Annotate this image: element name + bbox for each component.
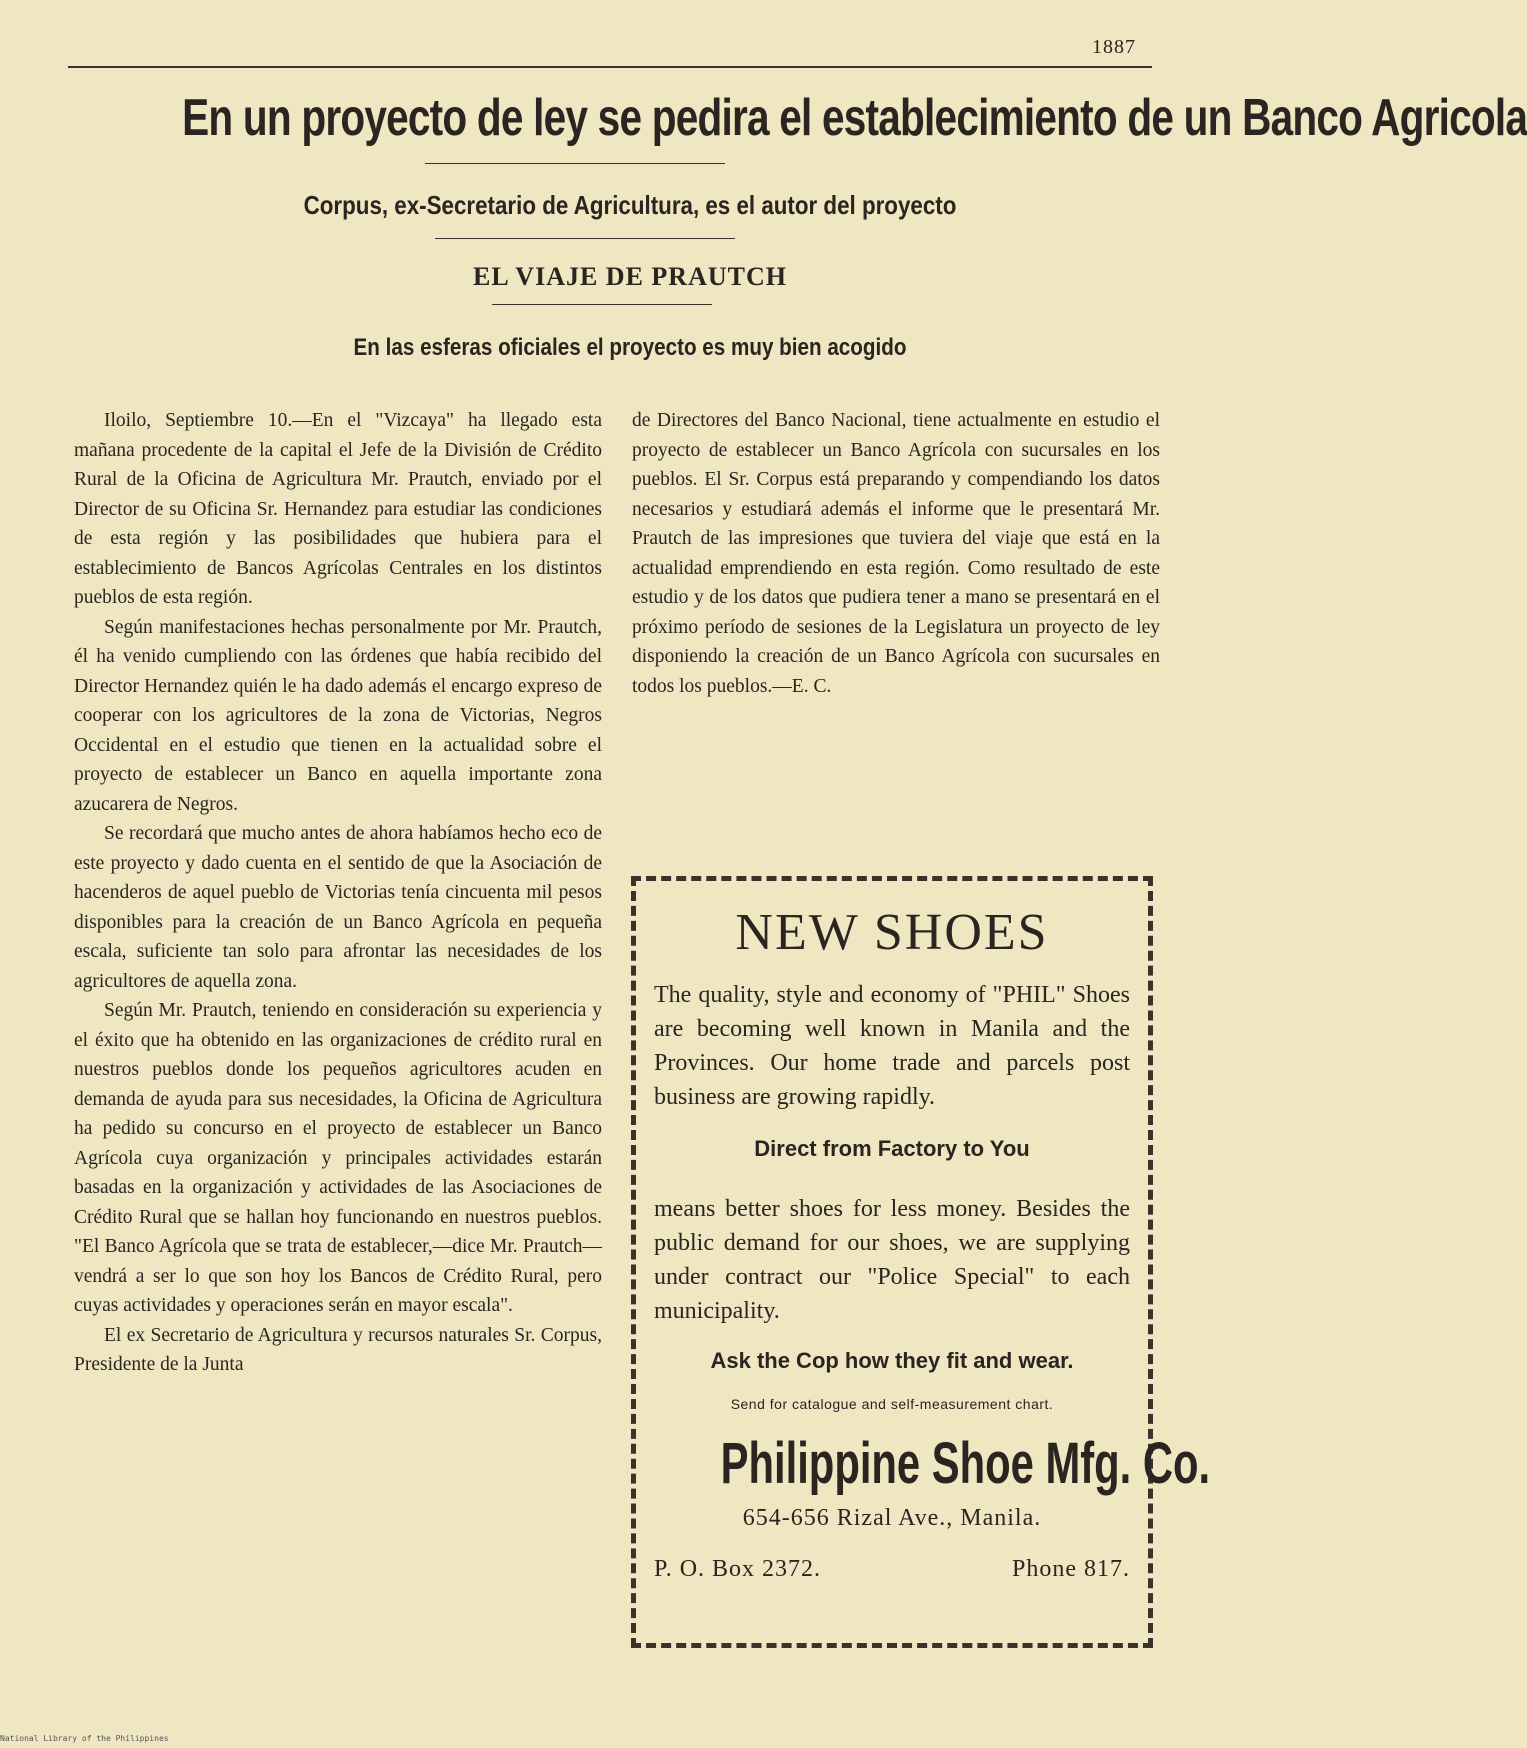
article-paragraph: El ex Secretario de Agricultura y recursos naturales Sr. Corpus, Presidente de la Junta [74, 1324, 602, 1375]
ad-intro: The quality, style and economy of "PHIL" Shoes are becoming well known in Manila and the Provinces. Our home trade and parcels post business are growing rapidly. [654, 982, 1130, 1110]
footer-credit: National Library of the Philippines [0, 1734, 169, 1743]
deck-author: Corpus, ex-Secretario de Agricultura, es el autor del proyecto [303, 190, 957, 220]
ad-contact [654, 1556, 1130, 1583]
article-paragraph: de Directores del Banco Nacional, tiene actualmente en estudio el proyecto de establecer un Banco Agrícola con sucursales en los pueblos. El Sr. Corpus está preparando y compendiando los datos necesarios y estudiará además el informe que le presentará Mr. Prautch de las impresiones que tuviera del viaje que está en la actualidad emprendiendo en esta región. Como resultado de este estudio y de los datos que pudiera tener a mano se presentará en el próximo período de sesiones de la Legislatura un proyecto de ley disponiendo la creación de un Banco Agrícola con sucursales en todos los pueblos.—E. C. [632, 410, 1160, 697]
headline: En un proyecto de ley se pedira el establecimiento de un Banco Agricola [182, 89, 1527, 147]
deck-rule-2 [492, 304, 712, 305]
ad-address: 654-656 Rizal Ave., Manila. [742, 1505, 1042, 1531]
top-rule [68, 66, 1152, 68]
ad-phone: Phone 817. [1012, 1556, 1130, 1582]
ad-subhead: Direct from Factory to You [754, 1136, 1030, 1161]
article-left-column [74, 406, 602, 1380]
page-number: 1887 [1092, 36, 1136, 58]
ad-tagline: Ask the Cop how they fit and wear. [710, 1348, 1074, 1373]
deck-reception: En las esferas oficiales el proyecto es muy bien acogido [353, 334, 907, 361]
ad-note: Send for catalogue and self-measurement chart. [730, 1396, 1054, 1412]
headline-rule [425, 163, 725, 164]
article-paragraph: Según Mr. Prautch, teniendo en consideración su experiencia y el éxito que ha obtenido en las organizaciones de crédito rural en nuestros pueblos donde los pequeños agricultores acuden en demanda de ayuda para sus necesidades, la Oficina de Agricultura ha pedido su concurso en el proyecto de establecer un Banco Agrícola cuya organización y principales actividades estarán basadas en la organización y actividades de las Asociaciones de Crédito Rural que se hallan hoy funcionando en nuestros pueblos. "El Banco Agrícola que se trata de establecer,—dice Mr. Prautch—vendrá a ser lo que son hoy los Bancos de Crédito Rural, pero cuyas actividades y operaciones serán en mayor escala". [74, 1000, 602, 1316]
article-paragraph: Iloilo, Septiembre 10.—En el "Vizcaya" ha llegado esta mañana procedente de la capital el Jefe de la División de Crédito Rural de la Oficina de Agricultura Mr. Prautch, enviado por el Director de su Oficina Sr. Hernandez para estudiar las condiciones de esta región y las posibilidades que hubiera para el establecimiento de Bancos Agrícolas Centrales en los distintos pueblos de esta región. [74, 410, 602, 608]
article-paragraph: Se recordará que mucho antes de ahora habíamos hecho eco de este proyecto y dado cuenta en el sentido de que la Asociación de hacenderos de aquel pueblo de Victorias tenía cincuenta mil pesos disponibles para la creación de un Banco Agrícola en pequeña escala, suficiente tan solo para afrontar las necesidades de los agricultores de aquella zona. [74, 823, 602, 992]
shoe-advertisement [631, 876, 1211, 1648]
article-right-column [632, 406, 1160, 701]
deck-rule-1 [435, 238, 735, 239]
deck-trip: EL VIAJE DE PRAUTCH [473, 262, 787, 291]
ad-po-box: P. O. Box 2372. [654, 1556, 822, 1582]
ad-title: NEW SHOES [735, 904, 1049, 961]
ad-body: means better shoes for less money. Besides the public demand for our shoes, we are supplying under contract our "Police Special" to each municipality. [654, 1196, 1130, 1324]
article-paragraph: Según manifestaciones hechas personalmente por Mr. Prautch, él ha venido cumpliendo con las órdenes que había recibido del Director Hernandez quién le ha dado además el encargo expreso de cooperar con los agricultores de la zona de Victorias, Negros Occidental en el estudio que tienen en la actualidad sobre el proyecto de establecer un Banco en aquella importante zona azucarera de Negros. [74, 616, 602, 815]
ad-company: Philippine Shoe Mfg. Co. [720, 1431, 1211, 1496]
